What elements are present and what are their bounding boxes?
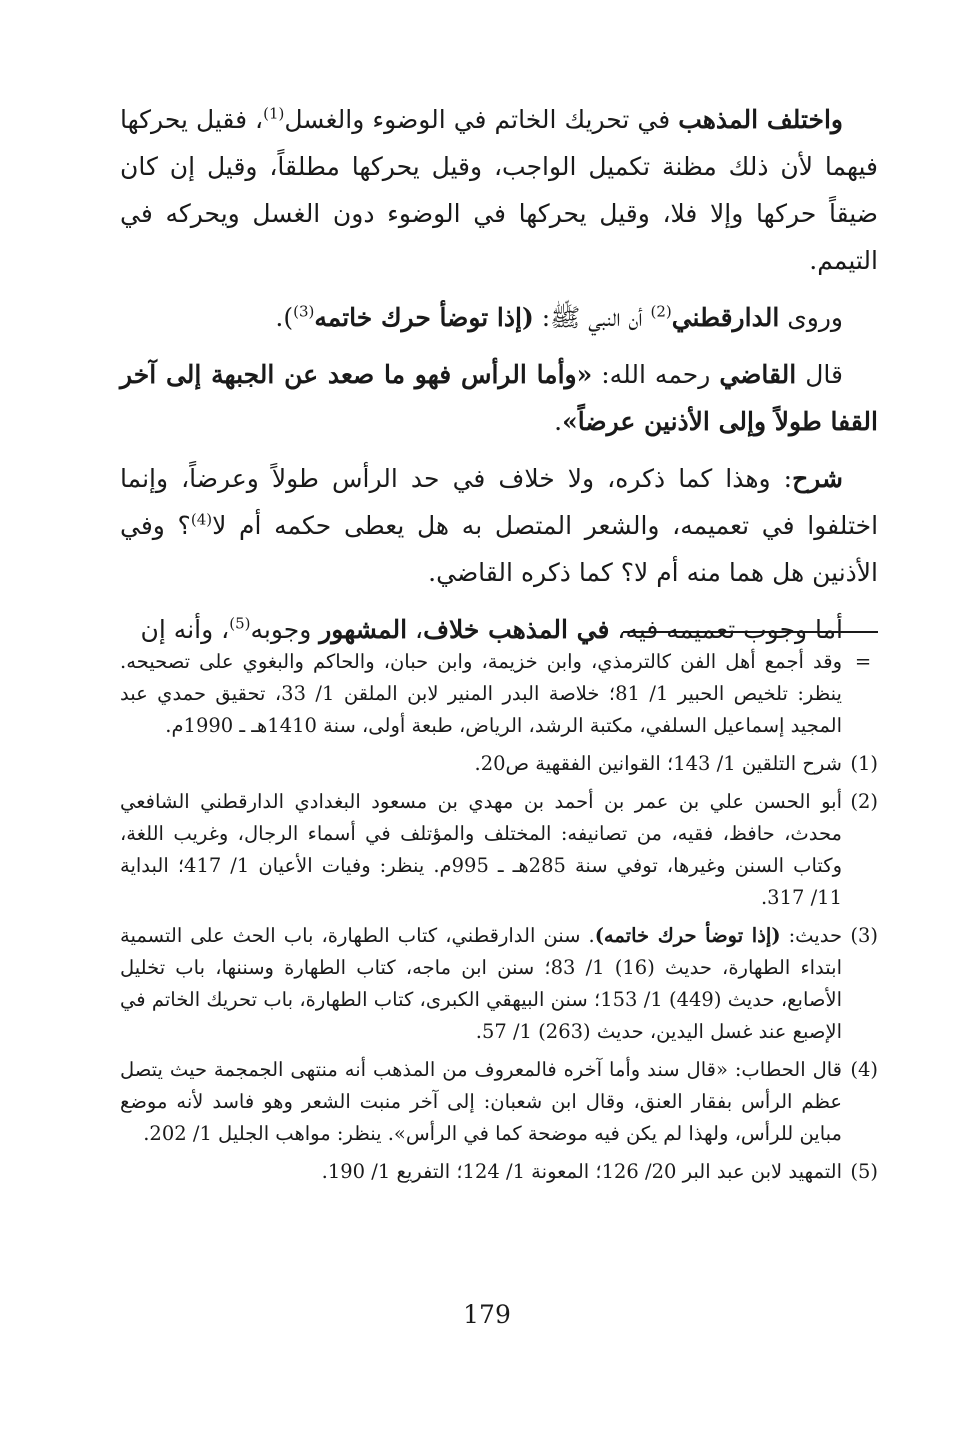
bold-term: في المذهب خلاف [423,615,610,644]
hadith-quote: (إذا توضأ حرك خاتمه) [594,924,781,947]
footnote-continued: = وقد أجمع أهل الفن كالترمذي، وابن خزيمة، وابن حبان، والحاكم والبغوي على تصحيحه. ينظر: تلخيص الحبير 1/ 81؛ خلاصة البدر المنير لابن الملقن 1/ 33، تحقيق حمدي عبد المجيد إسماعيل السلفي، مكتبة الرشد، الرياض، طبعة أولى، سنة 1410هـ ـ 1990م. [120,646,878,742]
footnote-ref[interactable]: (1) [263,104,285,123]
paragraph-1: واختلف المذهب في تحريك الخاتم في الوضوء والغسل$^{(1)}$، فقيل يحركها فيهما لأن ذلك مظنة تكميل الواجب، وقيل يحركها مطلقاً، وقيل إن كان ضيقاً حركها وإلا فلا، وقيل يحركها في الوضوء دون الغسل ويحركه في التيمم. [120,104,878,275]
footnote-3: (3) حديث: (إذا توضأ حرك خاتمه). سنن الدارقطني، كتاب الطهارة، باب الحث على التسمية ابتداء الطهارة، حديث (16) 1/ 83؛ سنن ابن ماجه، كتاب الطهارة وسننها، باب تخليل الأصابع، حديث (449) 1/ 153؛ سنن البيهقي الكبرى، كتاب الطهارة، باب تحريك الخاتم في الإصبع عند غسل اليدين، حديث (263) 1/ 57. [120,920,878,1048]
section-label: شرح [792,464,843,493]
matn-quote: «وأما الرأس فهو ما صعد عن الجبهة إلى آخر القفا طولاً وإلى الأذنين عرضاً» [120,360,878,436]
footnote-number: (1) [850,752,878,775]
footnote-ref[interactable]: (3) [293,302,315,321]
page-number: 179 [463,1300,511,1329]
footnotes [120,646,878,1194]
footnote-divider [623,631,878,633]
footnote-number: (5) [850,1160,878,1183]
footnote-4: (4) قال الحطاب: «قال سند وأما آخره فالمعروف من المذهب أنه منتهى الجمجمة حيث يتصل عظم الرأس بفقار العنق، وقال ابن شعبان: إلى آخر منبت الشعر وهو فاسد لأنه موضع مباين للرأس، ولهذا لم يكن فيه موضحة كما في الرأس». ينظر: مواهب الجليل 1/ 202. [120,1054,878,1150]
paragraph-2: وروى الدارقطني$^{(2)}$ أن النبي ﷺ: (إذا توضأ حرك خاتمه$^{(3)}$). [275,302,843,332]
bold-term: واختلف المذهب [678,105,844,134]
footnote-number: (4) [850,1058,878,1081]
paragraph-3: قال القاضي رحمه الله: «وأما الرأس فهو ما صعد عن الجبهة إلى آخر القفا طولاً وإلى الأذنين عرضاً». [120,360,878,436]
footnote-ref[interactable]: (5) [229,614,251,633]
footnote-ref[interactable]: (2) [650,302,672,321]
footnote-number: (2) [850,790,878,813]
paragraph-4: شرح: وهذا كما ذكره، ولا خلاف في حد الرأس طولاً وعرضاً، وإنما اختلفوا في تعميمه، والشعر المتصل به هل يعطى حكمه أم لا$^{(4)}$؟ وفي الأذنين هل هما منه أم لا؟ كما ذكره القاضي. [120,464,879,587]
bold-term: القاضي [719,360,797,389]
bold-term: الدارقطني [671,303,780,332]
footnote-ref[interactable]: (4) [190,510,213,529]
footnote-5: (5) التمهيد لابن عبد البر 20/ 126؛ المعونة 1/ 124؛ التفريع 1/ 190. [120,1156,878,1188]
footnote-number: (3) [850,924,878,947]
continuation-marker: = [854,650,872,673]
hadith-quote: (إذا توضأ حرك خاتمه [314,303,534,332]
footnote-1: (1) شرح التلقين 1/ 143؛ القوانين الفقهية ص20. [120,748,878,780]
main-text [120,96,878,663]
paragraph-5: أما وجوب تعميمه فيه، في المذهب خلاف، المشهور وجوبه$^{(5)}$، وأنه إن [140,614,843,644]
bold-term: المشهور [319,615,408,644]
footnote-2: (2) أبو الحسن علي بن عمر بن أحمد بن مهدي بن مسعود البغدادي الدارقطني الشافعي محدث، حافظ، فقيه، من تصانيفه: المختلف والمؤتلف في أسماء الرجال، وغريب اللغة، وكتاب السنن وغيرها، توفي سنة 285هـ ـ 995م. ينظر: وفيات الأعيان 1/ 417؛ البداية 11/ 317. [120,786,878,914]
